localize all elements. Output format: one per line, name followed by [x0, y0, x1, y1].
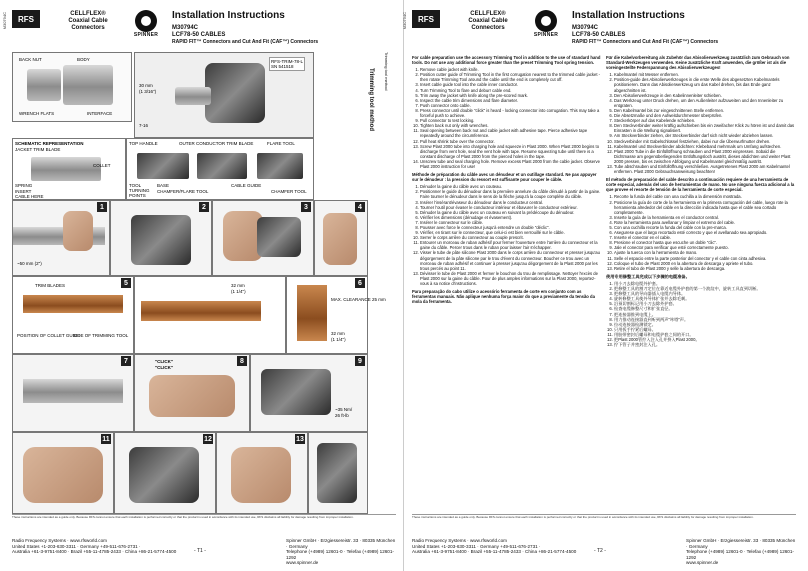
trimming-tool-photo [134, 52, 314, 138]
english-step-5: 5. Trim away the jacket with knife along the pre-scored mark. [420, 93, 602, 98]
jacket-trim-label: JACKET TRIM BLADE [15, 147, 61, 152]
german-step-8: 8. Den Steckverbinder weiter kräftig aufschieben bis ein zweifacher Klick zu hören ist und damit das Einrasten in die Wellung signalisiert. [614, 123, 796, 133]
final-photo [317, 443, 357, 503]
spring-label: SPRING [15, 183, 33, 188]
step-4-panel [314, 200, 368, 276]
spinner-logo-right [526, 10, 566, 38]
right-page [408, 8, 800, 566]
spine-text-right: M30794C [402, 12, 407, 30]
seal-photo [231, 447, 291, 503]
english-step-7: 7. Push connector onto cable. [420, 103, 602, 108]
spinner-disc-icon-right [535, 10, 557, 32]
footer-spinner [286, 538, 396, 566]
english-steps [412, 67, 602, 169]
german-step-11: 11. Kabelmantel und Steckverbinder abdichten: Klebeband mehrmals um Umfang aufstechen. [614, 144, 796, 149]
spanish-steps [606, 194, 796, 270]
spanish-step-6: 6. Asegurese que el largo recortado esté correcto y que el avellanado sea apropiado. [614, 230, 796, 235]
tool-collet [175, 87, 211, 105]
torque-label-2: 26 ft-lb [335, 413, 349, 418]
chinese-step-8: 8. 用力推动连接器直到听到两声"咔嗒"声。 [614, 317, 796, 322]
step-4-number: 4 [355, 202, 365, 212]
outer-conductor-label: OUTER CONDUCTOR TRIM BLADE [179, 141, 254, 146]
chamfer-tool-label: CHAMFER TOOL [271, 189, 307, 194]
cable-guide-label: CABLE GUIDE [231, 183, 262, 188]
hands-photo [149, 375, 235, 417]
wrench-flats-label: WRENCH FLATS [19, 111, 55, 116]
fine-print-left: These instructions are intended as a guide only. Because RFS cannot ensure that each installation is performed correctly or that the product is used in accordance with its intended use, RFS disclaims all liability for damage resulting from improper installation. [12, 514, 396, 520]
step-11-number: 11 [102, 435, 110, 443]
tool-body [205, 63, 265, 123]
product-name [58, 11, 118, 32]
english-step-2: 2. Position cutter guide of Trimming Tool in the first corrugation nearest to the trimmed cable jacket - then rotate Trimming Tool around the cable until the end is completely cut off. [420, 72, 602, 82]
english-step-10: 10. Tighten back nut only with wrenches. [420, 123, 602, 128]
chinese-step-2: 2. 把修整工具的割刀定位在靠近电缆外护套的第一个波纹中，旋转工具直到切断。 [614, 286, 796, 291]
tape-photo [23, 447, 103, 503]
english-step-3: 3. Insert cable guide tool into the cable inner conductor. [420, 82, 602, 87]
dim-30in: (1 3/16") [139, 89, 157, 94]
english-step-6: 6. Inspect the cable trim dimensions and flare diameter. [420, 98, 602, 103]
french-step-12: 12. Visser le tube de pâte silicone Plast 2000 dans le corps arrière du connecteur et presser jusqu'au dégorgement de la pâte silicone par le trou d'évent du connecteur. Boucher ce trou avec un morceau de ruban adhésif et continuer à presser jusqu'au dégorgement de la Plast 2000 par les trous percés au point 11. [420, 250, 602, 270]
chamfer-flare-label: CHAMFER/FLARE TOOL [157, 189, 209, 194]
product-line-3: Connectors [71, 25, 105, 31]
doc-number-right: M30794C [572, 25, 599, 31]
product-line-2: Coaxial Cable [68, 18, 108, 24]
spinner-website-right: www.spinner.de [686, 560, 719, 566]
page-subtitle-right: RAPID FIT™ Connectors and Cut And Fit (CAF™) Connectors [572, 39, 719, 45]
spinner-word-right: SPINNER [533, 32, 559, 38]
footer-address-2-right: Australia +61-3-9751-8400 · Brazil +55-11-4785-2433 · China +86-21-5774-4500 [412, 549, 577, 555]
french-step-7: 7. Insérer le connecteur sur le câble. [420, 220, 602, 225]
cable-copper [23, 295, 123, 313]
step-5-panel [12, 276, 134, 354]
german-step-2: 2. Position-guide des Abisolierwerkzeuges in die erste Welle des abgesetzten Kabelmantels positionieren. Dann das Abisolierwerkzeug um das Kabel drehen, bis das Ende ganz abgeschnitten ist. [614, 77, 796, 92]
product-line-1: CELLFLEX® [70, 11, 106, 17]
click-label-1: "CLICK" [155, 359, 174, 364]
text-column-right [606, 52, 796, 512]
spanish-step-9: 9. Jale el conector para verificar que esté correctamente puesto. [614, 245, 796, 250]
page-divider [403, 0, 404, 571]
spanish-step-8: 8. Presione el conector hasta que escuche un doble "clic". [614, 240, 796, 245]
connector-push-photo [23, 379, 123, 403]
chinese-step-9: 9. 拉动连接器检测锁定。 [614, 322, 796, 327]
chinese-step-5: 5. 沿预切割标记用小刀去除外护套。 [614, 301, 796, 306]
step-2-number: 2 [199, 202, 209, 212]
step-1-number: 1 [97, 202, 107, 212]
doc-info [172, 25, 225, 39]
tool-on-cable-photo [131, 215, 191, 265]
body-label: BODY [77, 57, 90, 62]
chinese-step-10: 10. 只用扳手拧紧后螺母。 [614, 327, 796, 332]
french-step-6: 6. Vérifier les dimensions (dénudage et évasement). [420, 215, 602, 220]
multilang-vertical-label: Trimming tool method [384, 52, 389, 91]
german-step-9: 9. Am Steckverbinder ziehen, der Steckverbinder darf sich nicht wieder abziehen lassen. [614, 133, 796, 138]
step-1-panel [12, 200, 110, 276]
step-8-panel [134, 354, 250, 432]
step-7-panel [12, 354, 134, 432]
max-clearance-label: MAX. CLEARANCE 25 mm [331, 297, 386, 302]
page-subtitle: RAPID FIT™ Connectors and Cut And Fit (CAF™) Connectors [172, 39, 319, 45]
french-steps [412, 184, 602, 286]
chinese-step-4: 4. 旋转修整工具使外导体扩张并去除毛刺。 [614, 296, 796, 301]
flare-tool-label: FLARE TOOL [267, 141, 295, 146]
step-8-number: 8 [237, 356, 247, 366]
spanish-step-2: 2. Posicione la guía de corte de la herramienta en la primera corrugación del cable, luego rote la herramienta alrededor del cable en la dirección indicada hasta que el cable sea cortado completamente. [614, 200, 796, 215]
footer-address-1: United States +1-203-630-3311 · Germany +49-511-676-2731 · [12, 543, 141, 549]
spinner-disc-icon [135, 10, 157, 32]
chinese-step-13: 13. 拧下管子并密封注入孔。 [614, 342, 796, 347]
french-step-8: 8. Pousser avec force le connecteur jusqu'à entendre un double "déclic". [420, 225, 602, 230]
step-5b-panel [134, 276, 286, 354]
back-nut-label: BACK NUT [19, 57, 42, 62]
german-heading: Für die Kabelvorbereitung als Zubehör das Abisolierwerkzeug zusätzlich zum Gebrauch von Standard-Werkzeugen verwenden. Keine zusätzliche Kraft anwenden, die größer ist als die voreingestellte Federspannung des Abisolierwerkzeuges! [606, 55, 790, 71]
click-label-2: "CLICK" [155, 365, 174, 370]
product-name-right [458, 11, 518, 32]
english-step-9: 9. Pull connector to test locking. [420, 118, 602, 123]
spine-text-left: M30794C [2, 12, 7, 30]
dim-716: 7-16 [139, 123, 149, 128]
collet-label: COLLET [93, 163, 111, 168]
torque-label: ~35 Nm/ [335, 407, 353, 412]
spinner-address-1-right: Spinner GmbH · Erzgiessereistr. 33 · 80335 München · Germany [686, 538, 796, 549]
german-step-3: 3. Den Abisolierwerkzeuge in den Kabelinnenleiter schieben. [614, 93, 796, 98]
flare-tool-drawing [257, 153, 303, 179]
page-number-left: - T1 - [194, 548, 206, 554]
english-step-14: 14. Unscrew tube and seal charging hole. Remove excess Plast 2000 from the cable jacket. Observe Plast 2000 instruction for use! [420, 159, 602, 169]
french-step-9: 9. Vérifier, en tirant sur le connecteur, que celui-ci est bien verrouillé sur le câble. [420, 230, 602, 235]
french-step-3: 3. Insérer l'insérant/évaseur du dénudeur dans le conducteur central. [420, 200, 602, 205]
tool-code [269, 57, 305, 71]
step-6-number: 6 [355, 278, 365, 288]
cable-end [297, 285, 327, 341]
french-step-2: 2. Positionner le guide du dénudeur dans la première annelure du câble dénudé à partir de la gaine. Faire tourner le dénudeur dans le sens de la flèche jusqu'à la coupe complète du câble. [420, 189, 602, 199]
spanish-step-5: 5. Con una cuchilla recorte la funda del cable con la pre-marca. [614, 225, 796, 230]
step-9-panel [250, 354, 368, 432]
french-step-13: 13. Dévisser le tube de Plast 2000 et fermer le bouchon du trou de remplissage. Nettoyer l'excès de Plast 2000 sur la gaine du câble. Pour de plus amples informations sur la Plast 2000, reportez-vous à sa notice d'instructions. [420, 271, 602, 286]
chinese-step-6: 6. 检查电缆修整尺寸和扩张直径。 [614, 306, 796, 311]
spinner-logo [126, 10, 166, 38]
english-step-8: 8. Press connector until double "click" is heard - locking connector into corrugation. This may take a forceful push to achieve. [420, 108, 602, 118]
dim-32mm: 32 mm [231, 283, 245, 288]
text-column-left [412, 52, 602, 512]
plast-tube-photo [129, 447, 199, 503]
insert-label: INSERT [15, 189, 32, 194]
connector-body-drawing [63, 65, 113, 105]
german-steps [606, 72, 796, 174]
left-page [8, 8, 400, 566]
spanish-step-10: 10. Ajuste la tuerca con la herramienta de mano. [614, 250, 796, 255]
footer-spinner-right [686, 538, 796, 566]
footer-company: Radio Frequency Systems · www.rfsworld.com [12, 538, 107, 543]
turning-label: TURNING [129, 188, 150, 193]
step-12-number: 12 [204, 435, 212, 443]
hand-photo-4 [323, 213, 357, 265]
dim-50mm: ~50 mm (2") [17, 261, 42, 266]
spanish-step-12: 12. Coloque el tubo de Plast 2000 en la abertura de descarga y apriete el tubo. [614, 261, 796, 266]
chinese-steps [606, 281, 796, 347]
step-9-number: 9 [355, 356, 365, 366]
chinese-step-11: 11. 用胶带密封后螺母和电缆护套之间的开口。 [614, 332, 796, 337]
spanish-step-1: 1. Recorte la funda del cable con una cuchilla a la dimensión mostrada. [614, 194, 796, 199]
chinese-step-12: 12. 把Plast 2000管拧入注入孔并挤入Plast 2000。 [614, 337, 796, 342]
tool-label: TOOL [129, 183, 142, 188]
french-step-1: 1. Dénuder la gaine du câble avec un couteau. [420, 184, 602, 189]
footer-company-right: Radio Frequency Systems · www.rfsworld.com [412, 538, 507, 543]
step-3-panel [212, 200, 314, 276]
spinner-address-1: Spinner GmbH · Erzgiessereistr. 33 · 80335 München · Germany [286, 538, 396, 549]
page-title-right: Installation Instructions [572, 10, 685, 21]
base-drawing [197, 153, 247, 179]
rfs-logo-right: RFS [412, 10, 440, 28]
spinner-website: www.spinner.de [286, 560, 319, 566]
product-line-1-right: CELLFLEX® [470, 11, 506, 17]
tool-photo-3 [257, 217, 301, 257]
german-step-13: 13. Tube abschrauben und Einfüllöffnung verschließen. Ausgetretenes Plast 2000 am Kabelmantel entfernen. Plast 2000 Gebrauchsanweisung beachten! [614, 164, 796, 174]
step-12-panel [114, 432, 216, 514]
english-step-13: 13. Screw Plast 2000 tube into charging hole and squeeze in Plast 2000. When Plast 2000 begins to discharge from vent hole, seal the vent hole with tape. Resume squeezing tube until there is a constant discharge of Plast 2000 from the pierced holes in the tape. [420, 144, 602, 159]
german-step-4: 4. Das Werkzeug unter Druck drehen, um den Außenleiter aufzuweiten und den Innenleiter zu entgraten. [614, 98, 796, 108]
step-5-number: 5 [121, 278, 131, 288]
german-step-6: 6. Die Absetzmaße und den Aufweitdurchmesser überprüfen. [614, 113, 796, 118]
spanish-step-11: 11. Selle el espacio entre la parte posterior del conector y el cable con cinta adhesiva. [614, 256, 796, 261]
french-step-4: 4. Tourner l'outil pour évaser le conducteur intérieur et ébavurer le conducteur extérieur. [420, 205, 602, 210]
trimming-vertical-label: Trimming tool method [368, 68, 374, 131]
tool-parts-diagram [126, 138, 314, 200]
french-step-5: 5. Dénuder la gaine du câble avec un couteau en suivant la prédécoupe du dénudeur. [420, 210, 602, 215]
spinner-word: SPINNER [133, 32, 159, 38]
step-6-panel [286, 276, 386, 354]
interface-label: INTERFACE [87, 111, 113, 116]
side-trimming-label: SIDE OF TRIMMING TOOL [73, 333, 129, 338]
page-number-right: - T2 - [594, 548, 606, 554]
spanish-step-4: 4. Rote la herramienta para avellanar y limpiar el extremo del cable. [614, 220, 796, 225]
dim-32mm-b: 32 mm [331, 331, 345, 336]
base-label: BASE [157, 183, 170, 188]
chinese-heading: 使用专用修整工具完成以下步骤的电缆准备。 [606, 273, 690, 279]
doc-info-right [572, 25, 625, 39]
top-handle-label: TOP HANDLE [129, 141, 158, 146]
dim-32in-b: (1 1/4") [331, 337, 346, 342]
spanish-step-7: 7. Inserte el conector en el cable. [614, 235, 796, 240]
german-step-12: 12. Plast 2000 Tube in die Einfüllöffnung schrauben und Plast 2000 einpressen. Sobald die Dichtmasse am gegenüberliegenden Entlüftungsloch austritt, dieses abdichten und weiter Plast 2000 pressen, bis es zwischen Abfolgung und Kabelmantel gleichmäßig austritt. [614, 149, 796, 164]
cable-trimmed [141, 301, 261, 321]
french-heading: Méthode de préparation du câble avec un dénudeur et un outillage standard. Ne pas appuyer sur le dénudeur : la pression du ressort est suffisante pour couper le câble. [412, 172, 597, 183]
tool-serial-text: SN 541518 [271, 64, 294, 69]
back-nut-drawing [27, 69, 61, 101]
spinner-address-2-right: Telephone (+4989) 12601-0 · Telefax (+4989) 12601-1292 [686, 549, 794, 560]
schematic-title: SCHEMATIC REPRESENTATION [15, 141, 84, 146]
header-right [408, 8, 800, 50]
cable-type: LCF78-50 CABLES [172, 32, 226, 38]
product-line-2-right: Coaxial Cable [468, 18, 508, 24]
french-step-11: 11. Entourer un morceau de ruban adhésif pour fermer l'ouverture entre l'arrière du connecteur et la gaine du câble. Percer trous dans le ruban pour laisser l'air s'échapper. [420, 240, 602, 250]
german-step-1: 1. Kabelmantel mit Messer entfernen. [614, 72, 796, 77]
french-step-10: 10. Serrer le corps arrière du connecteur au couple prescrit. [420, 235, 602, 240]
german-step-7: 7. Steckerkörper auf das Kabelende schieben. [614, 118, 796, 123]
spanish-step-3: 3. Inserte la guía de la herramienta en el conductor central. [614, 215, 796, 220]
step-13-panel [216, 432, 308, 514]
footer-address-2: Australia +61-3-9751-8400 · Brazil +55-11-4785-2433 · China +86-21-5774-4500 [12, 549, 177, 555]
step-14-panel [308, 432, 368, 514]
header-left [8, 8, 400, 50]
points-label: POINTS [129, 193, 146, 198]
chinese-step-7: 7. 把连接器推到电缆上。 [614, 312, 796, 317]
portuguese-heading: Para preparação do cabo utilize o acessório ferramenta de corte em conjunto com as ferramentas manuais. Não aplique nenhuma força maior do que a previamente da tensão da mola da ferramenta. [412, 289, 595, 305]
step-3-number: 3 [301, 202, 311, 212]
schematic-tool [31, 157, 101, 181]
english-heading: For cable preparation use the accessory Trimming Tool in addition to the use of standard hand tools. Do not use any additional force greater than the preset Trimming Tool spring tension. [412, 55, 601, 66]
chinese-step-3: 3. 把修整工具的导向器插入电缆内导体。 [614, 291, 796, 296]
tool-code-text: RFS-TRIM-78-L [271, 59, 304, 64]
wrench-photo [261, 369, 331, 415]
german-step-10: 10. Steckverbinder mit Gabelschlüssel festziehen, dabei nur die Überwurfmutter drehen. [614, 139, 796, 144]
spinner-address-2: Telephone (+4989) 12601-0 · Telefax (+4989) 12601-1292 [286, 549, 394, 560]
step-2-panel [110, 200, 212, 276]
doc-number: M30794C [172, 25, 199, 31]
connector-diagram [12, 52, 132, 122]
cable-type-right: LCF78-50 CABLES [572, 32, 626, 38]
dim-30mm: 30 mm [139, 83, 153, 88]
position-collet-label: POSITION OF COLLET GUIDE [17, 333, 81, 338]
spanish-heading: El método de preparación del cable descrito a continuación requiere de una herramienta de corte especial, además del uso de herramientas de mano. No use ninguna fuerza adicional a la que provee el resorte de tensión de la herramienta de corte especial. [606, 177, 795, 193]
chinese-step-1: 1. 用小刀去除电缆外护套。 [614, 281, 796, 286]
english-step-11: 11. Seal opening between back nut and cable jacket with adhesive tape. Pierce adhesive tape repeatedly around the circumference. [420, 128, 602, 138]
page-title: Installation Instructions [172, 10, 285, 21]
english-step-4: 4. Turn Trimming Tool to flare and deburr cable end. [420, 88, 602, 93]
english-step-1: 1. Remove cable jacket with knife. [420, 67, 602, 72]
dim-32in: (1 1/4") [231, 289, 246, 294]
hand-photo [63, 211, 93, 251]
product-line-3-right: Connectors [471, 25, 505, 31]
spanish-step-13: 13. Retire el tubo de Plast 2000 y selle la abertura de descarga. [614, 266, 796, 271]
footer-address-1-right: United States +1-203-630-3311 · Germany +49-511-676-2731 · [412, 543, 541, 549]
english-step-12: 12. Pull heat shrink tube over the connector. [420, 139, 602, 144]
top-handle-drawing [137, 153, 189, 179]
trim-blades-label: TRIM BLADES [35, 283, 66, 288]
german-step-5: 5. Den Kabelmantel bis zur eingeschnittenen Stelle entfernen. [614, 108, 796, 113]
step-11-panel [12, 432, 114, 514]
step-13-number: 13 [296, 435, 304, 443]
schematic-diagram [12, 138, 126, 200]
fine-print-right: These instructions are intended as a guide only. Because RFS cannot ensure that each installation is performed correctly or that the product is used in accordance with its intended use, RFS disclaims all liability for damage resulting from improper installation. [412, 514, 796, 520]
cable-here-label: CABLE HERE [15, 194, 44, 199]
step-7-number: 7 [121, 356, 131, 366]
rfs-logo: RFS [12, 10, 40, 28]
